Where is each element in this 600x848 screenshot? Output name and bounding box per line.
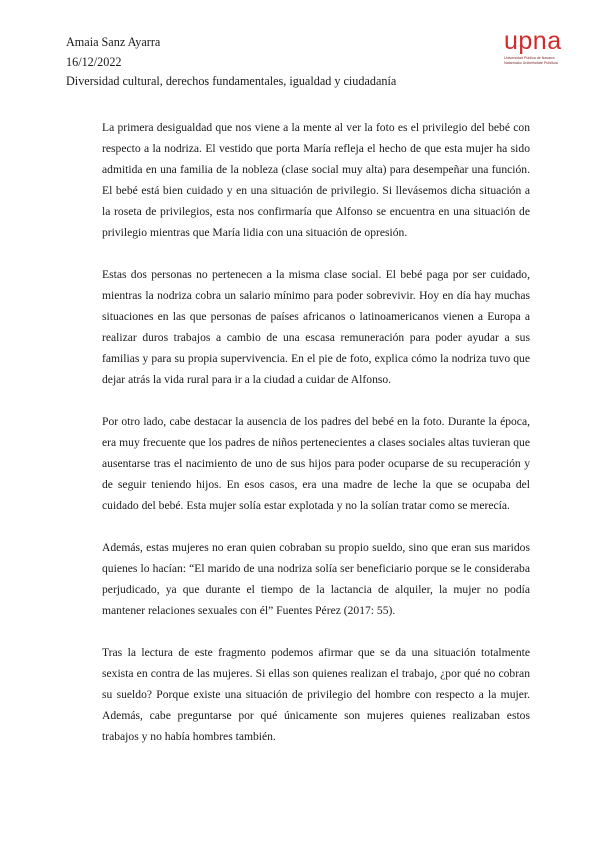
author-name: Amaia Sanz Ayarra xyxy=(66,35,161,49)
upna-logo-subtitle-line2: Nafarroako Unibertsitate Publikoa xyxy=(504,60,558,65)
body-paragraph-1: La primera desigualdad que nos viene a la mente al ver la foto es el privilegio del bebé con respecto a la nodriza. El vestido que porta María refleja el hecho de que esta mujer ha sido admitida en una familia de la nobleza (clase social muy alta) para desempeñar una función. El bebé está bien cuidado y en una situación de privilegio. Si llevásemos dicha situación a la roseta de privilegios, esta nos confirmaría que Alfonso se encuentra en una situación de privilegio mientras que María lidia con una situación de opresión. xyxy=(102,121,530,239)
body-paragraph-4: Además, estas mujeres no eran quien cobraban su propio sueldo, sino que eran sus maridos quienes lo hacían: “El marido de una nodriza solía ser beneficiario porque se le consideraba perjudicado, ya que durante el tiempo de la lactancia de alquiler, la mujer no podía mantener relaciones sexuales con él” Fuentes Pérez (2017: 55). xyxy=(102,541,530,617)
document-header xyxy=(66,33,396,92)
body-paragraph-3: Por otro lado, cabe destacar la ausencia de los padres del bebé en la foto. Durante la época, era muy frecuente que los padres de niños pertenecientes a clases sociales altas tuvieran que ausentarse tras el nacimiento de uno de sus hijos para poder ocuparse de su recuperación y de seguir teniendo hijos. En esos casos, era una madre de leche la que se ocupaba del cuidado del bebé. Esta mujer solía estar explotada y no la solían tratar como se merecía. xyxy=(102,415,530,512)
document-body xyxy=(102,117,530,768)
body-paragraph-5: Tras la lectura de este fragmento podemos afirmar que se da una situación totalmente sexista en contra de las mujeres. Si ellas son quienes realizan el trabajo, ¿por qué no cobran su sueldo? Porque existe una situación de privilegio del hombre con respecto a la mujer. Además, cabe preguntarse por qué únicamente son mujeres quienes realizaban estos trabajos y no había hombres también. xyxy=(102,646,530,743)
upna-logo-subtitle xyxy=(504,56,574,65)
body-paragraph-2: Estas dos personas no pertenecen a la misma clase social. El bebé paga por ser cuidado, mientras la nodriza cobra un salario mínimo para poder sobrevivir. Hoy en día hay muchas situaciones en las que personas de países africanos o latinoamericanos vienen a Europa a realizar duros trabajos a cambio de una escasa remuneración para poder ayudar a sus familias y para su propia supervivencia. En el pie de foto, explica cómo la nodriza tuvo que dejar atrás la vida rural para ir a la ciudad a cuidar de Alfonso. xyxy=(102,268,530,386)
course-title: Diversidad cultural, derechos fundamentales, igualdad y ciudadanía xyxy=(66,74,397,88)
upna-logo-subtitle-line1: Universidad Pública de Navarra xyxy=(504,56,555,60)
document-date: 16/12/2022 xyxy=(66,54,122,69)
upna-logo-wordmark: upna xyxy=(504,27,562,55)
upna-logo xyxy=(504,28,574,65)
